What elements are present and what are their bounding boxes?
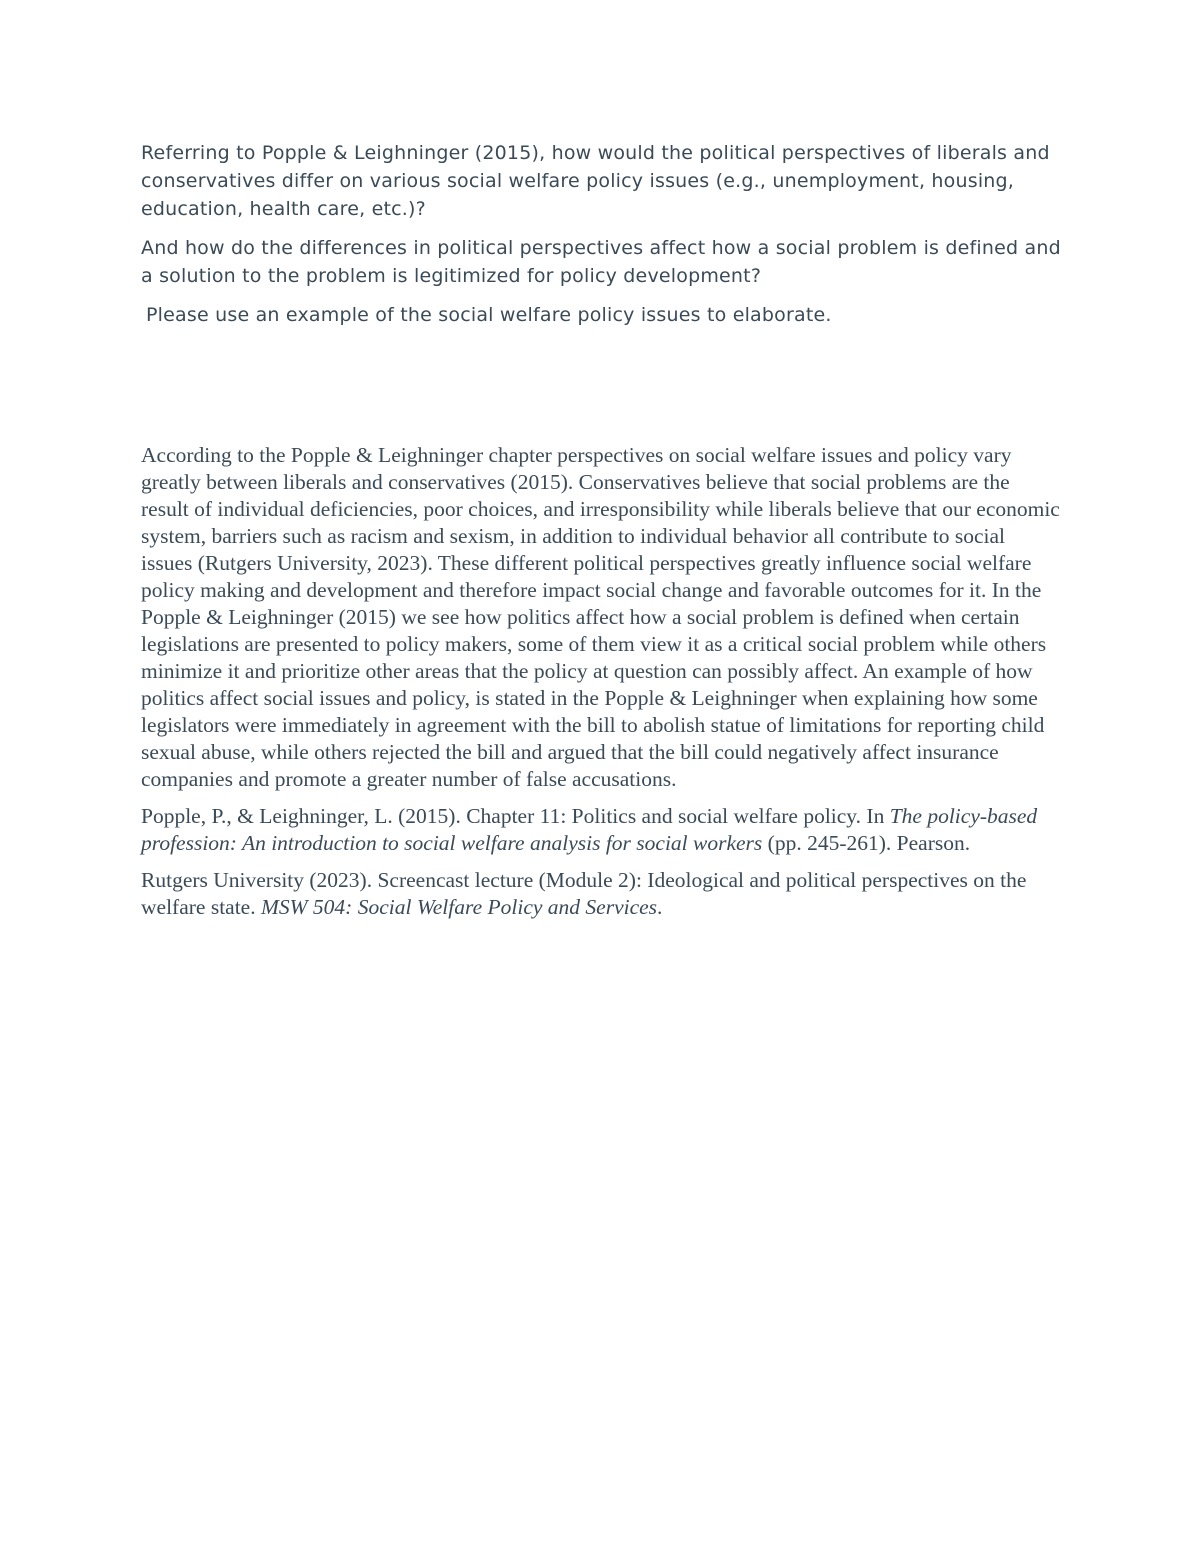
question-paragraph-3: Please use an example of the social welfare policy issues to elaborate. (146, 304, 832, 326)
reference-2-tail: . (657, 895, 663, 919)
question-paragraph-2: And how do the differences in political perspectives affect how a social problem is defined and a solution to the problem is legitimized for policy development? (141, 237, 1061, 287)
reference-entry-1 (141, 803, 1061, 857)
answer-paragraph: According to the Popple & Leighninger chapter perspectives on social welfare issues and policy vary greatly between liberals and conservatives (2015). Conservatives believe that social problems are the result of individual deficiencies, poor choices, and irresponsibility while liberals believe that our economic system, barriers such as racism and sexism, in addition to individual behavior all contribute to social issues (Rutgers University, 2023). These different political perspectives greatly influence social welfare policy making and development and therefore impact social change and favorable outcomes for it. In the Popple & Leighninger (2015) we see how politics affect how a social problem is defined when certain legislations are presented to policy makers, some of them view it as a critical social problem while others minimize it and prioritize other areas that the policy at question can possibly affect. An example of how politics affect social issues and policy, is stated in the Popple & Leighninger when explaining how some legislators were immediately in agreement with the bill to abolish statue of limitations for reporting child sexual abuse, while others rejected the bill and argued that the bill could negatively affect insurance companies and promote a greater number of false accusations. (141, 443, 1060, 791)
reference-2-title: MSW 504: Social Welfare Policy and Services (260, 895, 658, 919)
reference-1-tail: (pp. 245-261). Pearson. (762, 831, 971, 855)
answer-section (141, 442, 1061, 931)
reference-entry-2 (141, 867, 1061, 921)
question-prompt (141, 139, 1071, 340)
reference-2-text: Rutgers University (2023). Screencast lecture (Module 2): Ideological and political perspectives on the welfare state. (141, 868, 1027, 919)
question-paragraph-1: Referring to Popple & Leighninger (2015), how would the political perspectives of liberals and conservatives differ on various social welfare policy issues (e.g., unemployment, housing, education, health care, etc.)? (141, 142, 1050, 220)
reference-1-title: The policy-based profession: An introduction to social welfare analysis for social workers (141, 804, 1038, 855)
reference-1-text: Popple, P., & Leighninger, L. (2015). Chapter 11: Politics and social welfare policy. In (141, 804, 890, 828)
